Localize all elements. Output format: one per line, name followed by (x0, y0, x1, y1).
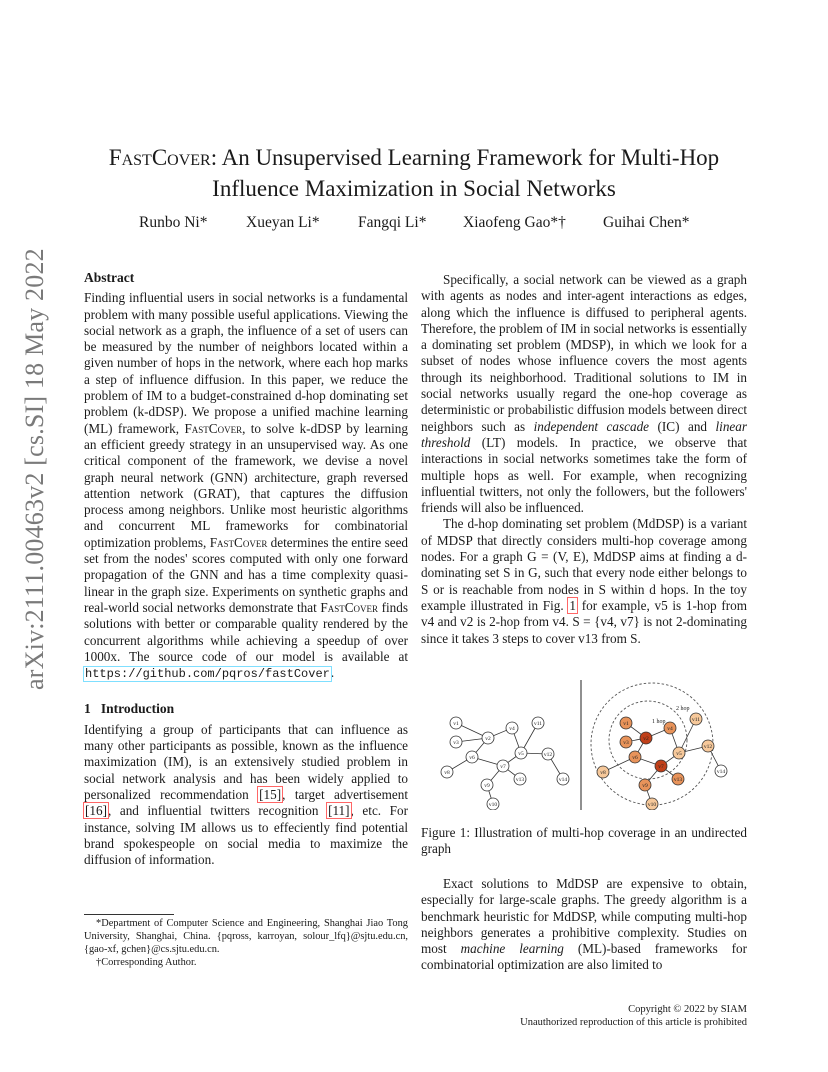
source-code-link[interactable]: https://github.com/pqros/fastCover (85, 667, 330, 682)
node-label: v11 (533, 721, 543, 727)
intro-paragraph (84, 722, 408, 869)
system-name: FastCover (184, 420, 243, 436)
right-column-lower (421, 876, 747, 974)
node-label: v7 (658, 764, 664, 770)
node-label: v9 (484, 783, 490, 789)
right-column (421, 272, 747, 647)
node-label: v7 (500, 764, 506, 770)
right-text: The d-hop dominating set problem (MdDSP) is a variant of MDSP that directly considers multi-hop coverage among nodes. For a graph G = (V, E), MdDSP aims at finding a d-dominating set S in G, such that every node either belongs to S or is reachable from nodes in S within d hops. In the toy example illustrated in Fig. (421, 516, 747, 613)
node-label: v4 (667, 726, 673, 732)
citation-link[interactable]: [15] (259, 786, 282, 802)
right-text-italic: linear threshold (421, 418, 748, 450)
author: Runbo Ni* (139, 214, 208, 231)
citation-link[interactable]: [11] (328, 803, 350, 819)
right-paragraph (421, 272, 747, 516)
node-label: v9 (642, 783, 648, 789)
copyright-notice (421, 1004, 747, 1029)
citation-link[interactable]: [16] (85, 803, 107, 819)
node-label: v10 (488, 802, 498, 808)
system-name: FastCover (320, 599, 378, 615)
intro-text: , etc. For instance, solving IM allows us to effeciently find potential brand spokespeople on social media to maximize the diffusion of information. (84, 803, 408, 868)
node-label: v1 (453, 721, 459, 727)
author-list (0, 214, 828, 236)
node-label: v2 (643, 736, 649, 742)
node-label: v11 (691, 717, 701, 723)
right-text: (IC) and (657, 418, 708, 434)
node-label: v1 (623, 721, 629, 727)
right-paragraph (421, 876, 747, 974)
node-label: v4 (509, 726, 515, 732)
node-label: v8 (600, 770, 606, 776)
figure-caption: Figure 1: Illustration of multi-hop coverage in an undirected graph (421, 825, 747, 857)
abstract-text: determines the entire seed set from the nodes' scores computed with only one forward propagation of the GNN and has a time complexity quasi-linear in the graph size. Experiments on synthetic graphs and real-world social networks demonstrate that (84, 534, 409, 615)
intro-text: , and influential twitters recognition (107, 803, 319, 819)
figure-1 (430, 680, 748, 810)
title-line1: : An Unsupervised Learning Framework for Multi-Hop (210, 145, 720, 170)
node-label: v8 (444, 770, 450, 776)
right-text: (ML)-based frameworks for combinatorial optimization are also limited to (421, 941, 748, 973)
paper-title (60, 142, 768, 204)
section-number: 1 (84, 701, 91, 717)
node-label: v5 (676, 751, 682, 757)
node-label: v13 (515, 777, 525, 783)
right-paragraph (421, 516, 747, 646)
right-text-italic: independent cascade (533, 418, 650, 434)
right-text-italic: machine learning (460, 941, 564, 957)
affiliation-footnote: *Department of Computer Science and Engineering, Shanghai Jiao Tong University, Shanghai, China. {pqross, karroyan, solour_lfq}@sjtu.edu.cn, {gao-xf, gchen}@cs.sjtu.edu.cn. (84, 918, 408, 955)
left-column (84, 270, 408, 868)
node-label: v6 (632, 755, 638, 761)
right-text: Specifically, a social network can be viewed as a graph with agents as nodes and inter-agent interactions as edges, along which the influence is diffused to peripheral agents. Therefore, the problem of IM in social networks is essentially a dominating set problem (MDSP), in which we look for a subset of nodes whose influence covers the most agents through its neighborhood. Traditional solutions to IM in social networks usually regard the one-hop coverage as deterministic or probabilistic diffusion models between direct neighbors such as (421, 272, 747, 434)
node-label: v14 (558, 777, 568, 783)
footnotes (84, 917, 408, 969)
author: Fangqi Li* (358, 214, 427, 231)
abstract-text: , to solve k-dDSP by learning an efficient greedy strategy in an unsupervised way. As one critical component of the framework, we devise a novel graph neural network (GNN) architecture, graph reversed attention network (GRAT), that captures the diffusion process among neighbors. Unlike most heuristic algorithms and concurrent ML frameworks for combinatorial optimization problems, (84, 420, 408, 550)
right-text: for example, v5 is 1-hop from v4 and v2 is 2-hop from v4. S = {v4, v7} is not 2-dominating since it takes 3 steps to cover v13 from S. (421, 597, 748, 646)
copyright-line: Unauthorized reproduction of this article is prohibited (520, 1016, 747, 1028)
author: Xueyan Li* (246, 214, 320, 231)
node-label: v5 (518, 751, 524, 757)
intro-text: Identifying a group of participants that can influence as many other participants as possible, known as the influence maximization (IM), is an extensively studied problem in social network analysis and has been widely applied to personalized recommendation (84, 721, 408, 802)
node-label: v12 (703, 744, 713, 750)
section-title: Introduction (100, 701, 175, 717)
title-line2: Influence Maximization in Social Networks (212, 176, 616, 201)
abstract-text: . (330, 665, 335, 681)
abstract-body (84, 290, 408, 682)
node-label: v6 (469, 755, 475, 761)
node-label: v10 (647, 802, 657, 808)
corresponding-footnote: †Corresponding Author. (96, 957, 197, 968)
author: Xiaofeng Gao*† (463, 214, 566, 231)
node-label: v12 (543, 752, 553, 758)
ring-label: 2 hop (676, 706, 690, 712)
arxiv-id: arXiv:2111.00463v2 [cs.SI] 18 May 2022 (20, 248, 49, 690)
copyright-line: Copyright © 2022 by SIAM (628, 1004, 747, 1015)
right-text: Exact solutions to MdDSP are expensive to obtain, especially for large-scale graphs. The greedy algorithm is a benchmark heuristic for MdDSP, while computing multi-hop neighbors generates a prohibitive complexity. Studies on most (421, 876, 747, 957)
right-graph-nodes (597, 713, 727, 810)
abstract-heading: Abstract (84, 270, 135, 285)
node-label: v13 (673, 777, 683, 783)
system-name: FastCover (209, 534, 268, 550)
right-text: (LT) models. In practice, we observe that interactions in social networks sometimes take the form of multiple hops as well. For example, when recognizing influential twitters, not only the followers, but the followers' friends will also be influenced. (421, 434, 747, 516)
node-label: v3 (623, 740, 629, 746)
abstract-text: Finding influential users in social networks is a fundamental problem with many possible useful applications. Viewing the social network as a graph, the influence of a set of users can be measured by the number of neighbors located within a given number of hops in the network, where each hop marks a step of influence diffusion. In this paper, we reduce the problem of IM to a budget-constrained d-hop dominating set problem (k-dDSP). We propose a unified machine learning (ML) framework, (84, 290, 408, 436)
footnote-rule (84, 914, 174, 915)
abstract-text: finds solutions with better or comparable quality rendered by the concurrent algorithms while achieving a speedup of over 1000x. The source code of our model is available at (84, 599, 408, 664)
title-name: FastCover (108, 145, 211, 170)
figure-link[interactable]: 1 (569, 597, 576, 613)
author: Guihai Chen* (603, 214, 690, 231)
node-label: v2 (485, 736, 491, 742)
node-label: v3 (453, 740, 459, 746)
node-label: v14 (716, 769, 726, 775)
intro-text: , target advertisement (282, 786, 409, 802)
section-heading (84, 701, 408, 717)
ring-label: 1 hop (652, 719, 666, 725)
